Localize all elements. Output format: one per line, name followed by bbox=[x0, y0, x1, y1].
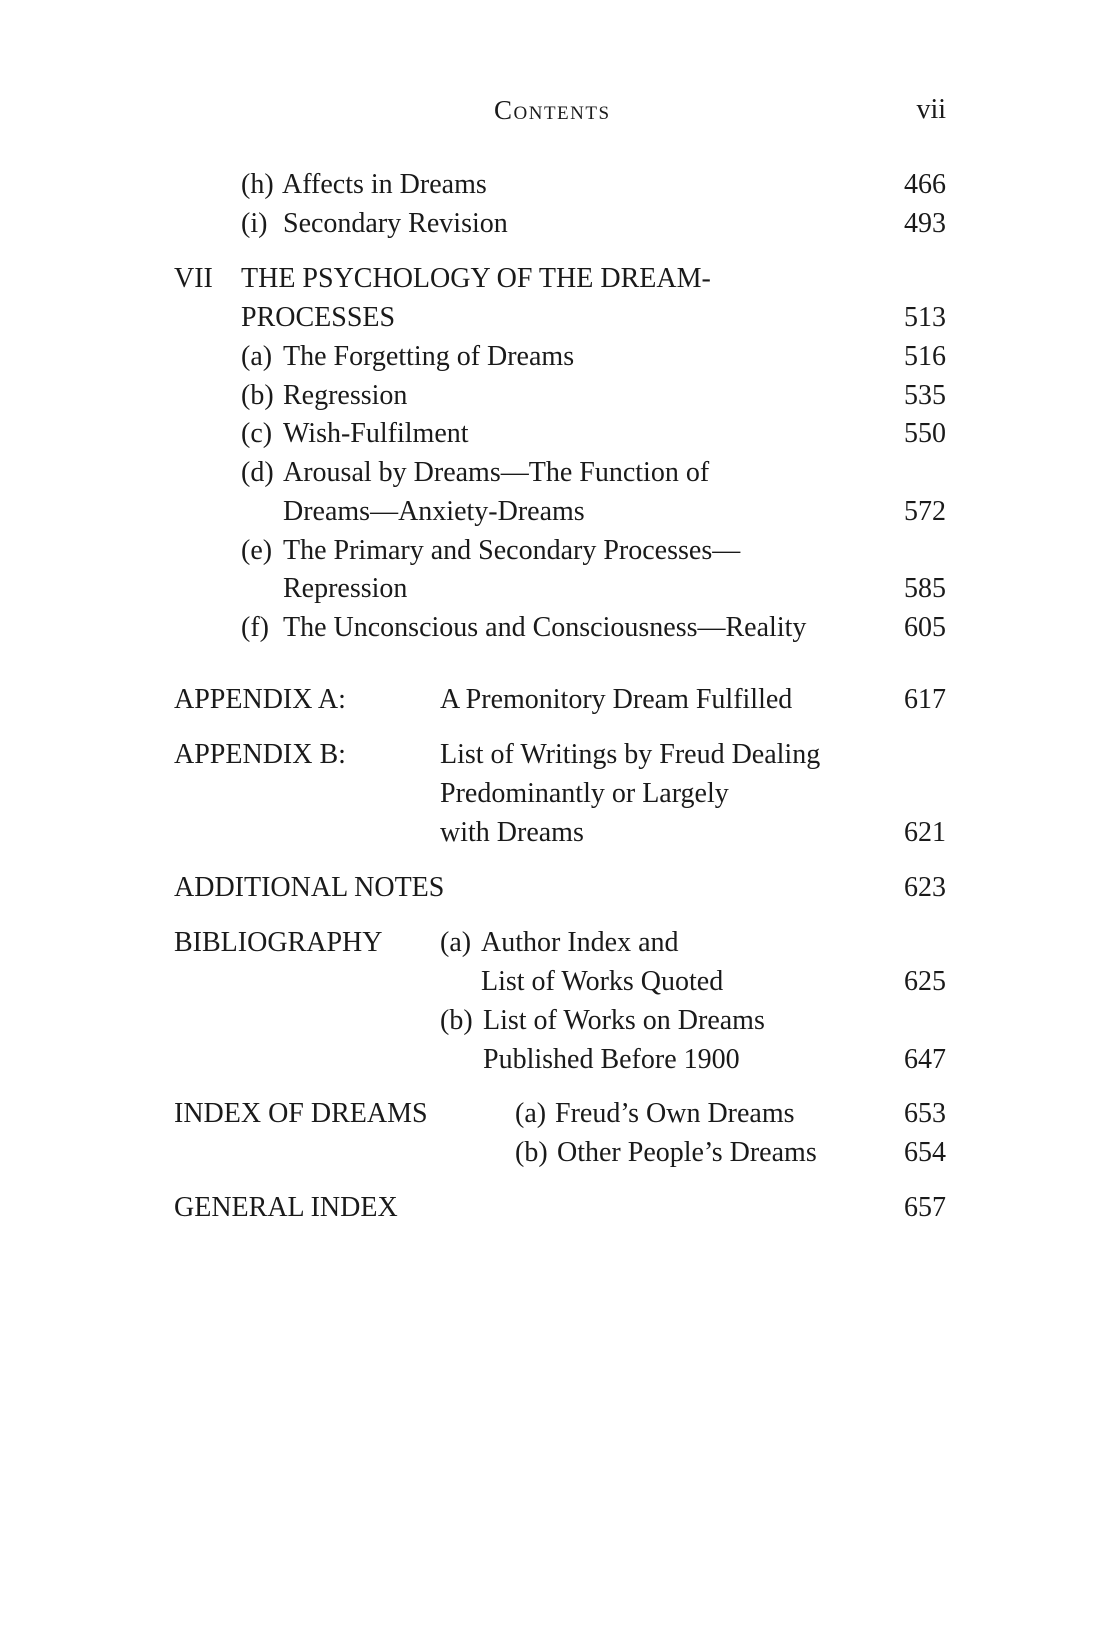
entry-page: 493 bbox=[904, 208, 946, 239]
entry-page: 617 bbox=[904, 684, 946, 715]
sub-label: (a) bbox=[515, 1098, 547, 1129]
entry-label: (f) bbox=[241, 612, 269, 643]
appendix-title-line2: Predominantly or Largely bbox=[440, 778, 729, 809]
sub-label: (b) bbox=[440, 1005, 473, 1036]
appendix-label: APPENDIX A: bbox=[174, 684, 346, 715]
header-title: Contents bbox=[494, 95, 611, 125]
entry-label: (h) bbox=[241, 169, 274, 200]
entry-label: (a) bbox=[241, 341, 273, 372]
section-label: BIBLIOGRAPHY bbox=[174, 927, 383, 958]
chapter-number: VII bbox=[174, 263, 213, 294]
entry-page: 535 bbox=[904, 380, 946, 411]
entry-title: Regression bbox=[283, 380, 408, 411]
entry-page: 466 bbox=[904, 169, 946, 200]
section-label: GENERAL INDEX bbox=[174, 1192, 398, 1223]
entry-page: 657 bbox=[904, 1192, 946, 1223]
sub-label: (a) bbox=[440, 927, 472, 958]
entry-page: 513 bbox=[904, 302, 946, 333]
entry-title: Secondary Revision bbox=[283, 208, 508, 239]
sub-title: Other People’s Dreams bbox=[557, 1137, 817, 1168]
sub-title-line1: List of Works on Dreams bbox=[483, 1005, 765, 1036]
entry-label: (i) bbox=[241, 208, 268, 239]
entry-label: (e) bbox=[241, 535, 273, 566]
sub-title-line1: Author Index and bbox=[481, 927, 679, 958]
section-label: INDEX OF DREAMS bbox=[174, 1098, 428, 1129]
entry-title-line2: Repression bbox=[283, 573, 408, 604]
entry-page: 653 bbox=[904, 1098, 946, 1129]
sub-title-line2: List of Works Quoted bbox=[481, 966, 724, 997]
entry-title-line1: Arousal by Dreams—The Function of bbox=[283, 457, 710, 488]
appendix-title-line1: List of Writings by Freud Dealing bbox=[440, 739, 821, 770]
sub-title: Freud’s Own Dreams bbox=[555, 1098, 795, 1129]
appendix-title: A Premonitory Dream Fulfilled bbox=[440, 684, 793, 715]
entry-page: 585 bbox=[904, 573, 946, 604]
entry-title: The Forgetting of Dreams bbox=[283, 341, 575, 372]
entry-title: Affects in Dreams bbox=[282, 169, 487, 200]
entry-title: The Unconscious and Consciousness—Reality bbox=[283, 612, 807, 643]
entry-label: (b) bbox=[241, 380, 274, 411]
sub-title-line2: Published Before 1900 bbox=[483, 1044, 740, 1075]
header-page-number: vii bbox=[916, 94, 946, 125]
entry-title-line2: Dreams—Anxiety-Dreams bbox=[283, 496, 585, 527]
entry-page: 625 bbox=[904, 966, 946, 997]
entry-page: 654 bbox=[904, 1137, 946, 1168]
appendix-title-line3: with Dreams bbox=[440, 817, 584, 848]
entry-page: 550 bbox=[904, 418, 946, 449]
chapter-title-line1: THE PSYCHOLOGY OF THE DREAM- bbox=[241, 263, 711, 294]
entry-title-line1: The Primary and Secondary Processes— bbox=[283, 535, 741, 566]
entry-label: (c) bbox=[241, 418, 273, 449]
entry-label: (d) bbox=[241, 457, 274, 488]
entry-page: 647 bbox=[904, 1044, 946, 1075]
sub-label: (b) bbox=[515, 1137, 548, 1168]
entry-page: 516 bbox=[904, 341, 946, 372]
section-label: ADDITIONAL NOTES bbox=[174, 872, 445, 903]
appendix-label: APPENDIX B: bbox=[174, 739, 346, 770]
entry-page: 621 bbox=[904, 817, 946, 848]
chapter-title-line2: PROCESSES bbox=[241, 302, 396, 333]
entry-title: Wish-Fulfilment bbox=[283, 418, 469, 449]
entry-page: 605 bbox=[904, 612, 946, 643]
entry-page: 623 bbox=[904, 872, 946, 903]
entry-page: 572 bbox=[904, 496, 946, 527]
